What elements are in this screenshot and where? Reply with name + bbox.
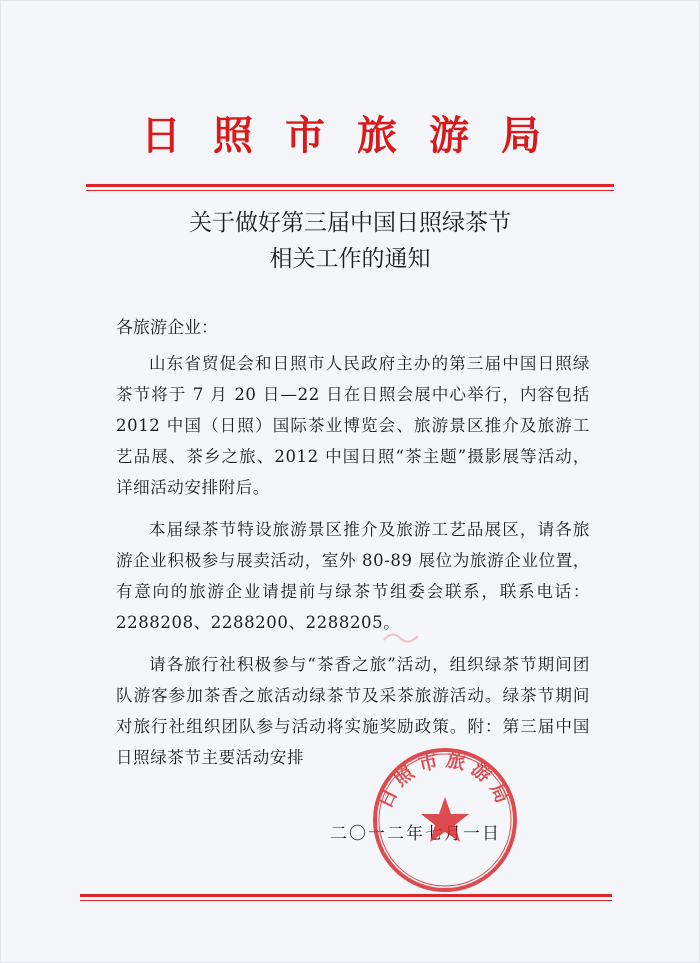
footer-rule-thick [80,894,612,897]
agency-letterhead-title: 日照市旅游局 [141,113,573,159]
body-paragraph-3: 请各旅行社积极参与“茶香之旅”活动，组织绿茶节期间团队游客参加茶香之旅活动绿茶节及采茶旅游活动。绿茶节期间对旅行社组织团队参与活动将实施奖励政策。附：第三届中国日照绿茶节主要活动安排 [116,655,590,767]
body-paragraph-1: 山东省贸促会和日照市人民政府主办的第三届中国日照绿茶节将于 7 月 20 日—22 日在日照会展中心举行，内容包括 2012 中国（日照）国际茶业博览会、旅游景区推介及旅游工艺品展、茶乡之旅、2012 中国日照“茶主题”摄影展等活动，详细活动安排附后。 [116,354,590,497]
document-title-line-1: 关于做好第三届中国日照绿茶节 [189,210,511,236]
document-title [0,205,700,277]
seal-star-icon [421,797,469,842]
letterhead-rule-thick [86,184,614,187]
footer-rule-thin [80,900,612,901]
faint-stamp-bleed [382,628,422,646]
salutation: 各旅游企业： [116,318,218,338]
official-seal-stamp [370,745,520,895]
seal-text: 日照市旅游局 [373,748,517,812]
body-paragraph-2: 本届绿茶节特设旅游景区推介及旅游工艺品展区，请各旅游企业积极参与展卖活动，室外 80-89 展位为旅游企业位置，有意向的旅游企业请提前与绿茶节组委会联系，联系电话：2288208、2288200、2288205。 [116,520,590,632]
letterhead-rule-thin [86,190,614,191]
document-title-line-2: 相关工作的通知 [269,246,431,272]
document-body [116,348,590,784]
document-date: 二〇一二年七月一日 [330,824,501,844]
